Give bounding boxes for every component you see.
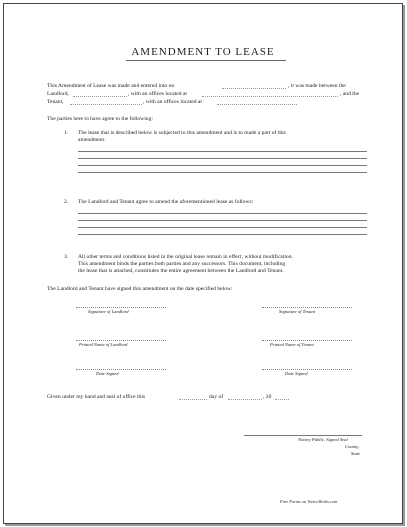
item-1-write-line-1[interactable] — [78, 151, 367, 152]
signed-statement: The Landlord and Tenant have signed this amendment on the date specified below: — [47, 286, 233, 292]
item-1-write-line-4[interactable] — [78, 172, 367, 173]
item-3-text-3: the lease that is attached, constitutes the entire agreement between the Landlord and Tenant. — [78, 268, 284, 274]
notary-month-field[interactable] — [228, 399, 262, 400]
date-field[interactable] — [222, 88, 286, 89]
landlord-printed-name-line[interactable] — [76, 340, 166, 341]
day-of-text: day of — [209, 394, 224, 400]
intro-text-2b: , and the — [340, 91, 360, 97]
year-text: , 20 — [263, 394, 272, 400]
tenant-printed-name-label: Printed Name of Tenant — [270, 342, 314, 347]
notary-signature-label: Notary Public, Signed Seal — [298, 437, 348, 442]
footer-text: Free Forms on VertexWorks.com — [280, 499, 338, 504]
tenant-name-field[interactable] — [70, 104, 142, 105]
landlord-name-field[interactable] — [73, 96, 127, 97]
item-1-text-2: amendment. — [78, 137, 106, 143]
notary-state-label: State — [351, 451, 361, 456]
item-1-text-1: The lease that is described below is subjected to this amendment and is to made a part of this — [78, 130, 286, 136]
item-2-write-line-3[interactable] — [78, 227, 367, 228]
tenant-signature-line[interactable] — [262, 307, 352, 308]
notary-county-label: County, — [345, 444, 360, 449]
item-3-text-2: This amendment binds the parties both parties and any successors. This document, including — [78, 261, 286, 267]
landlord-signature-line[interactable] — [76, 307, 166, 308]
tenant-signature-label: Signature of Tenant — [279, 309, 315, 314]
item-2-write-line-2[interactable] — [78, 220, 367, 221]
landlord-date-label: Date Signed — [96, 371, 119, 376]
tenant-date-line[interactable] — [262, 369, 352, 370]
tenant-address-text: , with an offices located at — [143, 99, 202, 105]
item-1-write-line-3[interactable] — [78, 165, 367, 166]
parties-agree-text: The parties here to have agree to the following: — [47, 116, 153, 122]
notary-day-field[interactable] — [179, 399, 207, 400]
intro-text-1: This Amendment of Lease was made and entered into on — [47, 83, 175, 89]
notary-year-field[interactable] — [275, 399, 289, 400]
document-page — [3, 3, 403, 524]
item-2-number: 2. — [64, 199, 69, 205]
intro-text-1b: , it was made between the — [288, 83, 346, 89]
item-2-text-1: The Landlord and Tenant agree to amend the aforementioned lease as follows: — [78, 199, 254, 205]
item-3-text-1: All other terms and conditions listed in the original lease remain in effect, without modification. — [78, 254, 293, 260]
tenant-address-field[interactable] — [217, 104, 297, 105]
page-title: AMENDMENT TO LEASE — [131, 46, 275, 58]
item-1-write-line-2[interactable] — [78, 158, 367, 159]
tenant-printed-name-line[interactable] — [262, 340, 352, 341]
item-3-number: 3. — [64, 254, 69, 260]
landlord-signature-label: Signature of Landlord — [88, 309, 129, 314]
title-underline — [126, 60, 286, 61]
notary-signature-line[interactable] — [244, 435, 362, 436]
item-1-number: 1. — [64, 130, 69, 136]
landlord-label: Landlord, — [47, 91, 69, 97]
item-2-write-line-4[interactable] — [78, 234, 367, 235]
tenant-label: Tenant, — [47, 99, 64, 105]
landlord-address-text: , with an offices located at — [128, 91, 187, 97]
landlord-date-line[interactable] — [76, 369, 166, 370]
landlord-printed-name-label: Printed Name of Landlord — [79, 342, 128, 347]
tenant-date-label: Date Signed — [285, 371, 308, 376]
given-under-text: Given under my hand and seal of office this — [47, 394, 146, 400]
landlord-address-field[interactable] — [202, 96, 338, 97]
item-2-write-line-1[interactable] — [78, 213, 367, 214]
